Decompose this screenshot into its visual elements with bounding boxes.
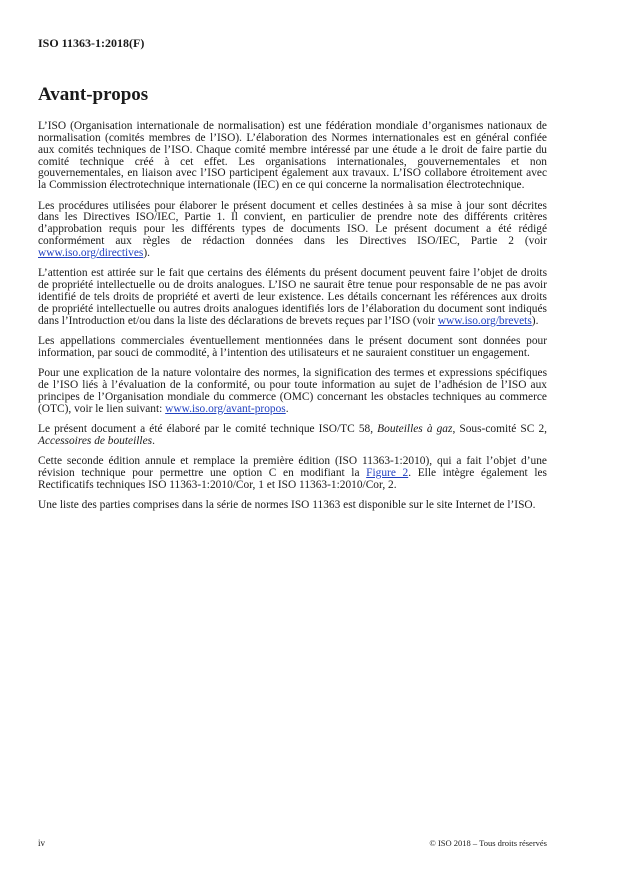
text: Les procédures utilisées pour élaborer le présent document et celles destinées à sa mise à jour sont décrites dans les Directives ISO/IEC, Partie 1. Il convient, en particulier de prendre note des différents critères d’approbation requis pour les différents types de documents ISO. Le présent document a été rédigé conformément aux règles de rédaction données dans les Directives ISO/IEC, Partie 2 (voir: [38, 199, 547, 248]
paragraph: [38, 456, 547, 492]
committee-name: Bouteilles à gaz: [377, 423, 453, 436]
section-title: Avant-propos: [38, 84, 149, 105]
paragraph: [38, 121, 547, 192]
avant-propos-link[interactable]: www.iso.org/avant-propos: [165, 402, 286, 415]
text: Cette seconde édition annule et remplace la première édition (ISO 11363-1:2010), qui a fait l’objet d’une révision technique pour permettre une option C en modifiant la: [38, 455, 547, 480]
paragraph: [38, 336, 547, 360]
subcommittee-name: Accessoires de bouteilles: [38, 434, 153, 447]
paragraph: [38, 201, 547, 260]
text: ).: [531, 314, 539, 327]
text: ).: [143, 246, 151, 259]
text: Les appellations commerciales éventuellement mentionnées dans le présent document sont données pour information, par souci de commodité, à l’intention des utilisateurs et ne sauraient constituer un engagement.: [38, 335, 547, 359]
page-number: iv: [38, 838, 46, 848]
figure-2-link[interactable]: Figure 2: [366, 467, 409, 480]
paragraph: [38, 368, 547, 415]
text: .: [285, 402, 289, 415]
text: Le présent document a été élaboré par le comité technique ISO/TC 58,: [38, 423, 378, 436]
text: L’ISO (Organisation internationale de normalisation) est une fédération mondiale d’organismes nationaux de normalisation (comités membres de l’ISO). L’élaboration des Normes internationales est en général confiée aux comités techniques de l’ISO. Chaque comité membre intéressé par une étude a le droit de faire partie du comité technique créé à cet effet. Les organisations internationales, gouvernementales et non gouvernementales, en liaison avec l’ISO participent également aux travaux. L’ISO collabore étroitement avec la Commission électrotechnique internationale (IEC) en ce qui concerne la normalisation électrotechnique.: [38, 120, 547, 192]
paragraph: [38, 268, 547, 327]
document-body: [38, 121, 547, 521]
paragraph: [38, 424, 547, 448]
directives-link[interactable]: www.iso.org/directives: [38, 246, 144, 259]
text: .: [152, 434, 155, 447]
document-id-header: ISO 11363-1:2018(F): [38, 36, 145, 50]
text: L’attention est attirée sur le fait que certains des éléments du présent document peuvent faire l’objet de droits de propriété intellectuelle ou de droits analogues. L’ISO ne saurait être tenue pour responsable de ne pas avoir identifié de tels droits de propriété et averti de leur existence. Les détails concernant les références aux droits de propriété intellectuelle ou autres droits analogues identifiés lors de l’élaboration du document sont indiqués dans l’Introduction et/ou dans la liste des déclarations de brevets reçues par l’ISO (voir: [38, 267, 547, 327]
copyright-notice: © ISO 2018 – Tous droits réservés: [429, 838, 547, 848]
text: Une liste des parties comprises dans la série de normes ISO 11363 est disponible sur le site Internet de l’ISO.: [38, 499, 536, 512]
text: Pour une explication de la nature volontaire des normes, la signification des termes et expressions spécifiques de l’ISO liés à l’évaluation de la conformité, ou pour toute information au sujet de l’adhésion de l’ISO aux principes de l’Organisation mondiale du commerce (OMC) concernant les obstacles techniques au commerce (OTC), voir le lien suivant:: [38, 367, 547, 415]
brevets-link[interactable]: www.iso.org/brevets: [437, 314, 532, 327]
paragraph: [38, 500, 547, 512]
text: , Sous-comité SC 2,: [452, 423, 547, 436]
text: . Elle intègre également les Rectificatifs techniques ISO 11363-1:2010/Cor, 1 et ISO 11363-1:2010/Cor, 2.: [38, 467, 547, 491]
